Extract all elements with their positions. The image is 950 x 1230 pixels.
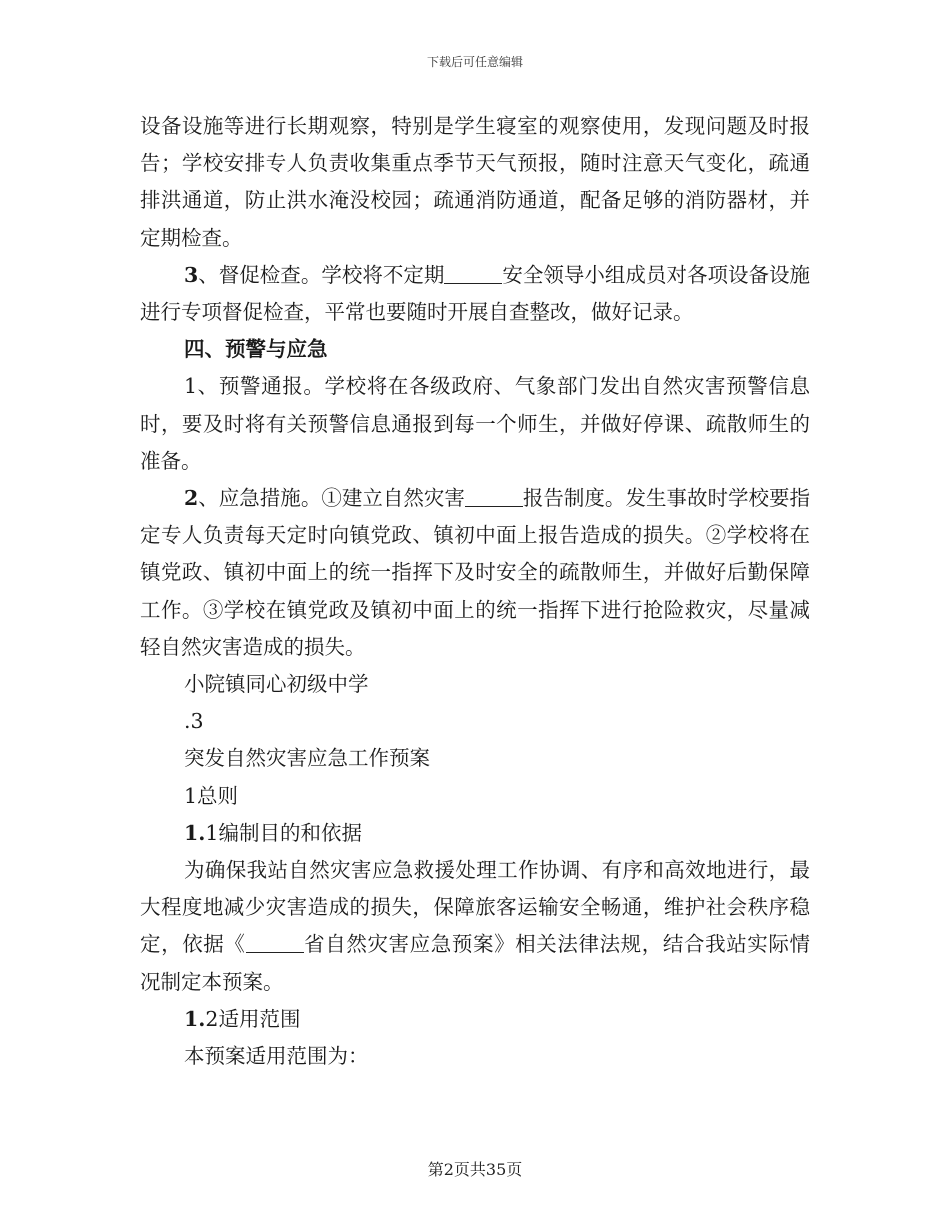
section-heading-warning: 四、预警与应急 [184, 337, 328, 362]
paragraph-text: 报告制度。发生事故时学校要指定专人负责每天定时向镇党政、镇初中面上报告造成的损失。②学校将在镇党政、镇初中面上的统一指挥下及时安全的疏散师生，并做好后勤保障工作。③学校在镇党政及镇初中面上的统一指挥下进行抢险救灾，尽量减轻自然灾害造成的损失。 [140, 486, 811, 659]
fill-blank [465, 486, 523, 507]
paragraph-text: 、督促检查。学校将不定期 [198, 262, 445, 287]
paragraph-emergency-measures [140, 480, 810, 666]
section-scope [140, 1001, 810, 1038]
fill-blank [444, 263, 502, 284]
paragraph-text: 安全领导小组成员对各项设备设施进行专项督促检查，平常也要随时开展自查整改，做好记录。 [140, 262, 810, 325]
section-number: 1. [184, 1006, 206, 1031]
paragraph-supervision-inspection [140, 257, 810, 331]
page-header: 下载后可任意编辑 [426, 55, 523, 69]
paragraph-warning-notice: 1、预警通报。学校将在各级政府、气象部门发出自然灾害预警信息时，要及时将有关预警信息通报到每一个师生，并做好停课、疏散师生的准备。 [140, 374, 810, 473]
fill-blank [246, 932, 304, 953]
item-number: 2 [184, 486, 199, 511]
section-title: 2适用范围 [205, 1006, 301, 1031]
paragraph-text: 省自然灾害应急预案》相关法律法规，结合我站实际情况制定本预案。 [140, 932, 811, 994]
section-title: 1编制目的和依据 [205, 820, 362, 845]
section-purpose-basis [140, 815, 810, 852]
paragraph-purpose [140, 852, 810, 1001]
school-name: 小院镇同心初级中学 [184, 672, 369, 697]
paragraph-text: 、应急措施。①建立自然灾害 [198, 486, 465, 511]
section-number: 1. [184, 820, 206, 845]
section-mark: .3 [184, 709, 204, 734]
section-general-principles: 1总则 [184, 783, 239, 808]
document-body [140, 108, 810, 1075]
paragraph-scope: 本预案适用范围为： [184, 1044, 369, 1069]
page-footer: 第2页共35页 [427, 1160, 523, 1179]
paragraph-text: 为确保我站自然灾害应急救援处理工作协调、有序和高效地进行，最大程度地减少灾害造成的损失，保障旅客运输安全畅通，维护社会秩序稳定，依据《 [140, 858, 810, 957]
document-title: 突发自然灾害应急工作预案 [184, 746, 430, 771]
item-number: 3 [184, 262, 199, 287]
paragraph-facility-observation: 设备设施等进行长期观察，特别是学生寝室的观察使用，发现问题及时报告；学校安排专人负责收集重点季节天气预报，随时注意天气变化，疏通排洪通道，防止洪水淹没校园；疏通消防通道，配备足够的消防器材，并定期检查。 [140, 114, 810, 250]
